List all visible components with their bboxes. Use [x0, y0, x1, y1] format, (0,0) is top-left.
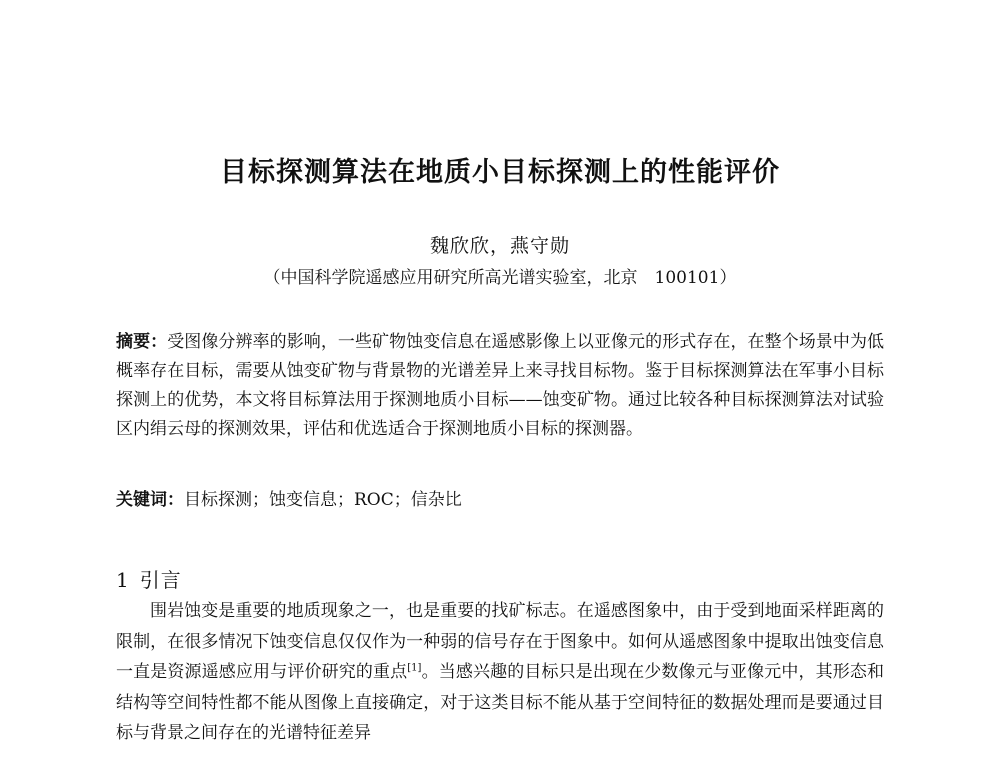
section-number: 1 [116, 568, 130, 592]
abstract-label: 摘要： [116, 332, 168, 352]
intro-paragraph [116, 596, 884, 749]
abstract-block [116, 328, 884, 444]
abstract-text: 受图像分辨率的影响，一些矿物蚀变信息在遥感影像上以亚像元的形式存在，在整个场景中为低概率存在目标，需要从蚀变矿物与背景物的光谱差异上来寻找目标物。鉴于目标探测算法在军事小目标探测上的优势，本文将目标算法用于探测地质小目标——蚀变矿物。通过比较各种目标探测算法对试验区内绢云母的探测效果，评估和优选适合于探测地质小目标的探测器。 [116, 332, 885, 439]
keywords-block [116, 486, 884, 515]
author-affiliation: （中国科学院遥感应用研究所高光谱实验室，北京 100101） [263, 268, 737, 288]
author-list: 魏欣欣，燕守勋 [429, 235, 570, 257]
paper-title: 目标探测算法在地质小目标探测上的性能评价 [220, 157, 780, 188]
intro-text-part2: 。当感兴趣的目标只是出现在少数像元与亚像元中，其形态和结构等空间特性都不能从图像上直接确定，对于这类目标不能从基于空间特征的数据处理而是要通过目标与背景之间存在的光谱特征差异 [116, 662, 885, 743]
keywords-label: 关键词： [116, 490, 184, 510]
citation-reference: [1] [407, 662, 422, 674]
section-title: 引言 [139, 568, 182, 592]
intro-text-part1: 围岩蚀变是重要的地质现象之一，也是重要的找矿标志。在遥感图象中，由于受到地面采样距离的限制，在很多情况下蚀变信息仅仅作为一种弱的信号存在于图象中。如何从遥感图象中提取出蚀变信息一直是资源遥感应用与评价研究的重点 [116, 601, 884, 682]
keywords-text: 目标探测；蚀变信息；ROC；信杂比 [184, 490, 462, 510]
section-heading [116, 564, 182, 593]
